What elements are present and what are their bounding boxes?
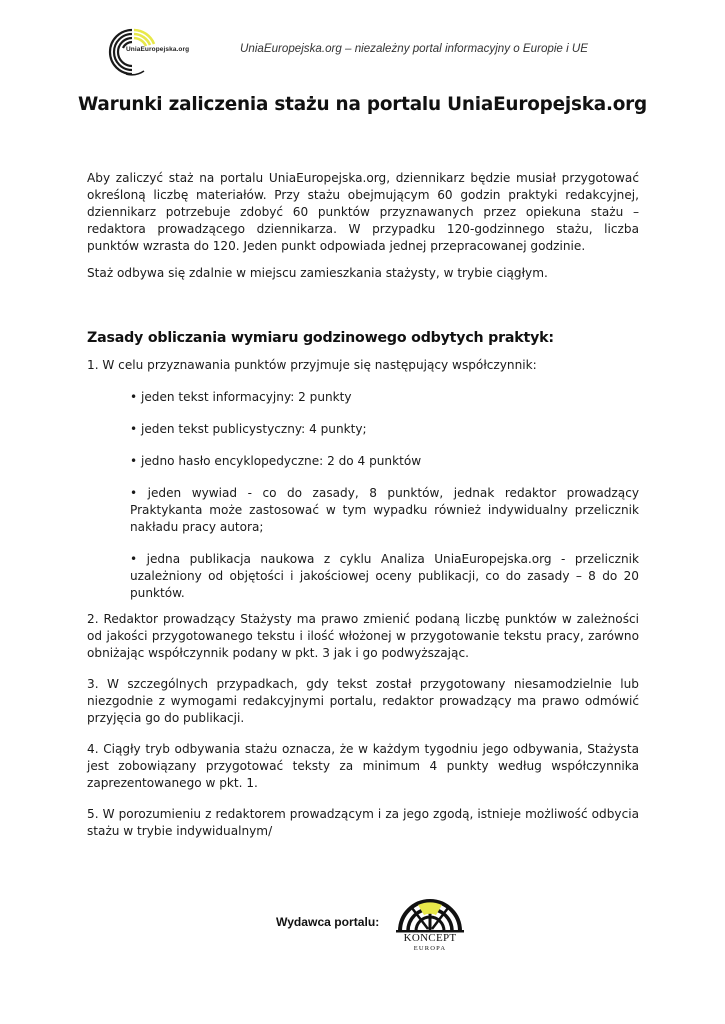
- section-heading: Zasady obliczania wymiaru godzinowego odbytych praktyk:: [87, 330, 554, 346]
- document-body: [87, 170, 639, 854]
- koncept-dome-icon: [392, 893, 468, 933]
- remote-paragraph: Staż odbywa się zdalnie w miejscu zamieszkania stażysty, w trybie ciągłym.: [87, 266, 548, 280]
- page-header: [0, 20, 725, 80]
- list-item: • jeden tekst informacyjny: 2 punkty: [130, 390, 352, 404]
- publisher-name: KONCEPT: [403, 932, 457, 944]
- koncept-europa-logo: [392, 893, 468, 959]
- rule-2: 2. Redaktor prowadzący Stażysty ma prawo zmienić podaną liczbę punktów w zależności od jakości przygotowanego tekstu i ilość włożonej w przygotowanie tekstu pracy, zarówno obniżając współczynnik podany w pkt. 3 jak i go podwyższając.: [87, 612, 639, 660]
- logo-text: UniaEuropejska.org: [126, 46, 190, 53]
- points-list: [87, 389, 639, 602]
- publisher-label: Wydawca portalu:: [276, 915, 380, 929]
- rule-3: 3. W szczególnych przypadkach, gdy tekst został przygotowany niesamodzielnie lub niezgodnie z wymogami redakcyjnymi portalu, redaktor prowadzący ma prawo odmówić przyjęcia go do publikacji.: [87, 677, 639, 725]
- list-item: • jedno hasło encyklopedyczne: 2 do 4 punktów: [130, 454, 422, 468]
- intro-paragraph: Aby zaliczyć staż na portalu UniaEuropejska.org, dziennikarz będzie musiał przygotować określoną liczbę materiałów. Przy stażu obejmującym 60 godzin praktyki redakcyjnej, dziennikarz potrzebuje zdobyć 60 punktów przyznawanych przez opiekuna stażu – redaktora prowadzącego dziennikarza. W przypadku 120-godzinnego stażu, liczba punktów wzrasta do 120. Jeden punkt odpowiada jednej przepracowanej godzinie.: [87, 171, 639, 253]
- rule-1: 1. W celu przyznawania punktów przyjmuje się następujący współczynnik:: [87, 358, 537, 372]
- publisher-sub: EUROPA: [413, 945, 447, 952]
- rule-4: 4. Ciągły tryb odbywania stażu oznacza, że w każdym tygodniu jego odbywania, Stażysta jest zobowiązany przygotować teksty za minimum 4 punkty według współczynnika zaprezentowanego w pkt. 1.: [87, 742, 639, 790]
- page-title: Warunki zaliczenia stażu na portalu UniaEuropejska.org: [77, 94, 648, 115]
- page-footer: [0, 893, 725, 963]
- list-item: • jedna publikacja naukowa z cyklu Analiza UniaEuropejska.org - przelicznik uzależniony od objętości i jakościowej oceny publikacji, co do zasady – 8 do 20 punktów.: [130, 552, 639, 600]
- header-tagline: UniaEuropejska.org – niezależny portal informacyjny o Europie i UE: [240, 42, 588, 55]
- list-item: • jeden wywiad - co do zasady, 8 punktów, jednak redaktor prowadzący Praktykanta może zastosować w tym wypadku również indywidualny przelicznik nakładu pracy autora;: [130, 486, 639, 534]
- uniaeuropejska-logo: [104, 24, 214, 78]
- list-item: • jeden tekst publicystyczny: 4 punkty;: [130, 422, 367, 436]
- rule-5: 5. W porozumieniu z redaktorem prowadzącym i za jego zgodą, istnieje możliwość odbycia stażu w trybie indywidualnym/: [87, 807, 639, 838]
